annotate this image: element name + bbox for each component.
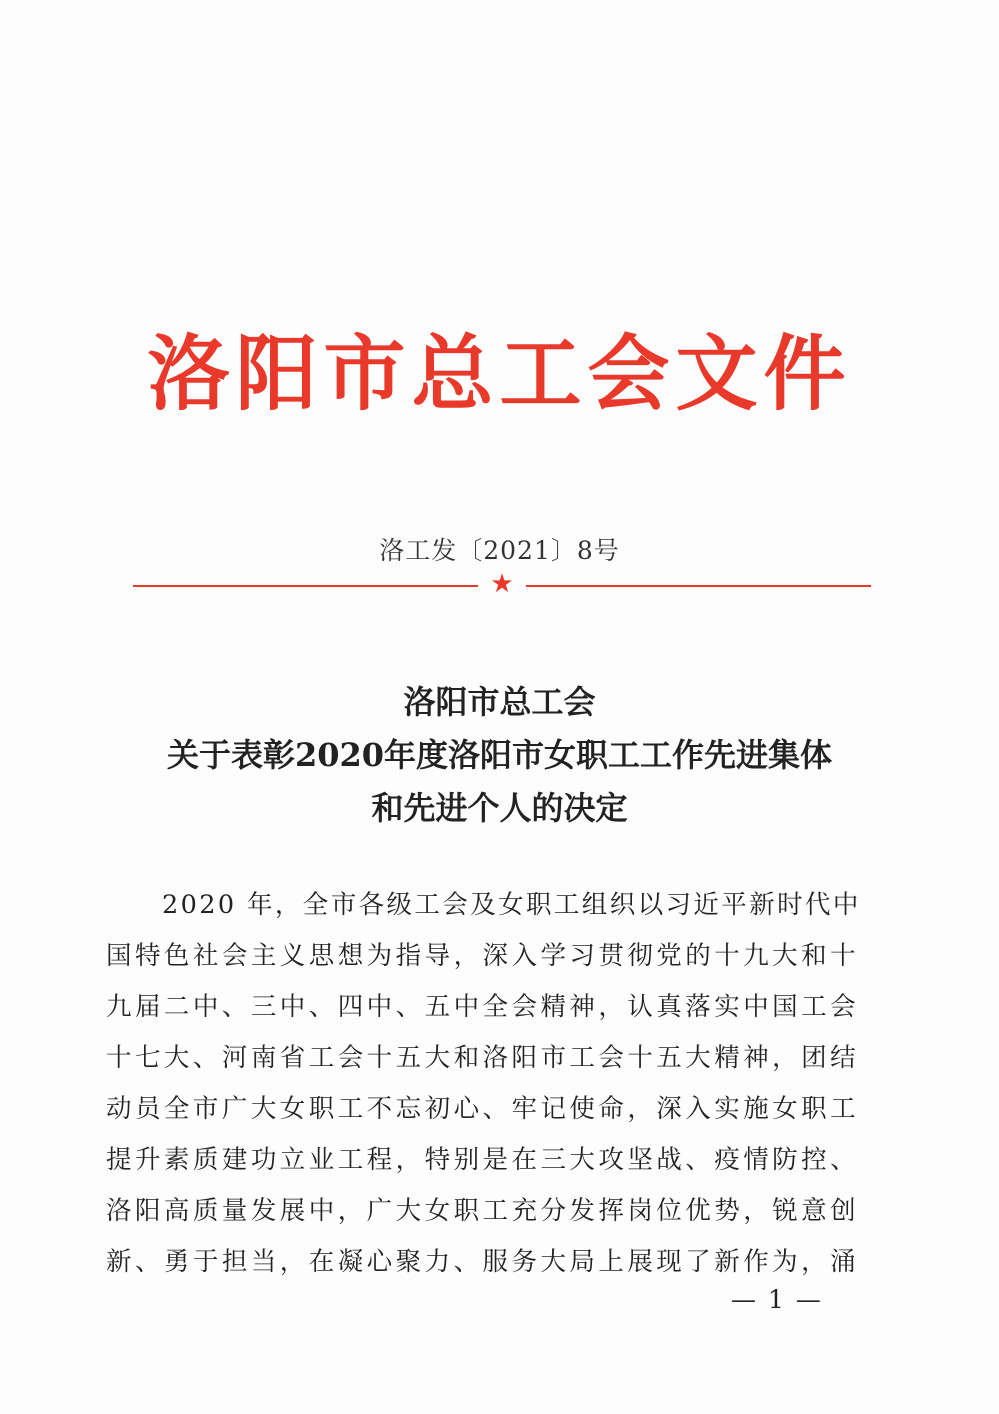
decision-title-line: 和先进个人的决定: [371, 789, 628, 827]
body-line: 动员全市广大女职工不忘初心、牢记使命，深入实施女职工: [106, 1094, 858, 1124]
divider-line-right: [526, 585, 871, 587]
decision-title-line: 关于表彰2020年度洛阳市女职工工作先进集体: [166, 736, 833, 774]
star-icon: ★: [490, 569, 514, 599]
body-paragraph: [106, 880, 861, 1288]
body-line: 十七大、河南省工会十五大和洛阳市工会十五大精神，团结: [106, 1043, 858, 1073]
body-line: 2020 年，全市各级工会及女职工组织以习近平新时代中: [162, 890, 861, 920]
body-line: 洛阳高质量发展中，广大女职工充分发挥岗位优势，锐意创: [106, 1196, 858, 1226]
divider-line-left: [133, 585, 478, 587]
document-number: 洛工发〔2021〕8号: [379, 536, 620, 565]
decision-title: [0, 676, 999, 835]
body-line: 新、勇于担当，在凝心聚力、服务大局上展现了新作为，涌: [106, 1247, 858, 1277]
body-line: 九届二中、三中、四中、五中全会精神，认真落实中国工会: [106, 992, 858, 1022]
decision-title-line: 洛阳市总工会: [403, 683, 596, 721]
page-number: — 1 —: [731, 1285, 823, 1314]
body-line: 提升素质建功立业工程，特别是在三大攻坚战、疫情防控、: [106, 1145, 858, 1175]
red-divider: [133, 569, 871, 599]
document-header-title: 洛阳市总工会文件: [147, 327, 852, 422]
body-line: 国特色社会主义思想为指导，深入学习贯彻党的十九大和十: [106, 941, 858, 971]
